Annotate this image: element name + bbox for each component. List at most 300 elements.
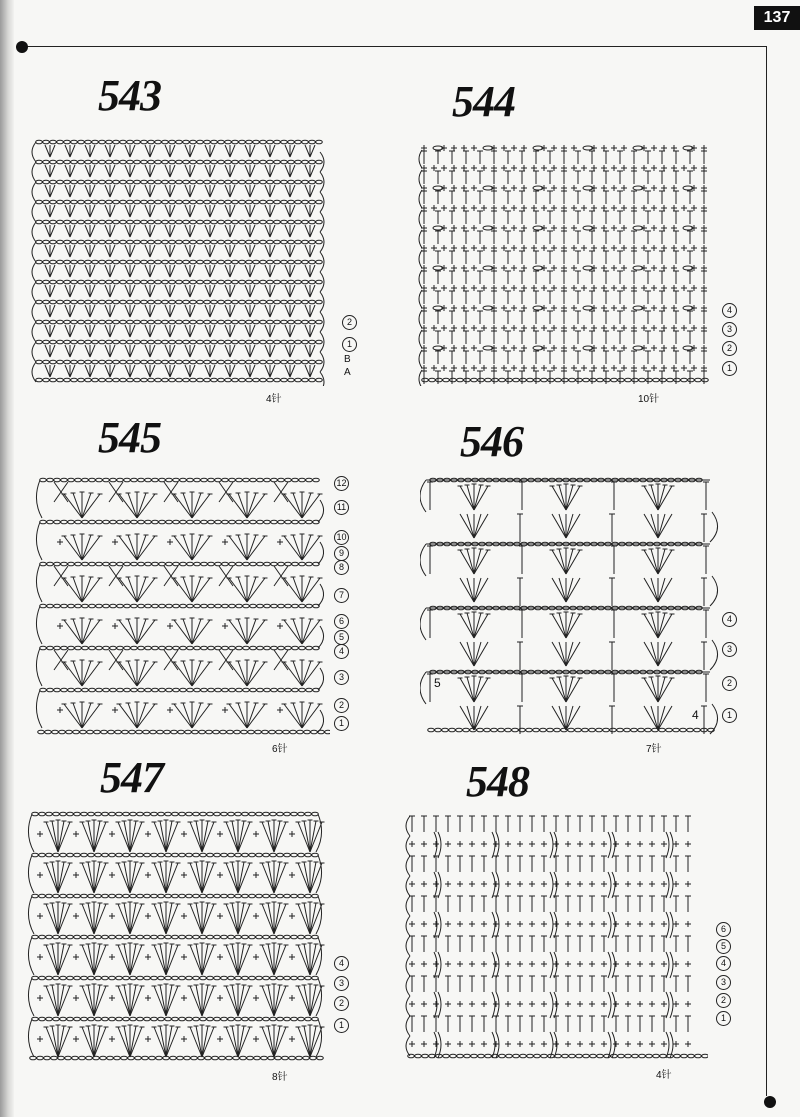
- stitch-mark: [88, 944, 94, 975]
- stitch-mark: [186, 976, 193, 980]
- stitch-mark: [225, 305, 230, 317]
- row-label: 4: [334, 956, 349, 971]
- stitch-mark: [420, 480, 426, 512]
- stitch-mark: [183, 661, 192, 686]
- stitch-mark: [134, 378, 141, 382]
- stitch-mark: [193, 894, 200, 898]
- stitch-mark: [81, 1017, 88, 1021]
- stitch-mark: [85, 360, 92, 364]
- stitch-mark: [43, 160, 50, 164]
- stitch-mark: [78, 140, 85, 144]
- stitch-mark: [228, 976, 235, 980]
- stitch-mark: [187, 688, 194, 692]
- stitch-mark: [239, 300, 246, 304]
- stitch-mark: [130, 935, 137, 939]
- stitch-mark: [78, 300, 85, 304]
- stitch-mark: [290, 730, 297, 734]
- stitch-mark: [173, 688, 180, 692]
- stitch-mark: [218, 140, 225, 144]
- stitch-mark: [625, 378, 632, 382]
- right-rule: [766, 46, 767, 1096]
- stitch-mark: [271, 646, 278, 650]
- stitch-mark: [127, 280, 134, 284]
- stitch-mark: [137, 535, 146, 560]
- stitch-mark: [138, 646, 145, 650]
- stitch-mark: [120, 320, 127, 324]
- stitch-mark: [288, 320, 295, 324]
- stitch-mark: [50, 360, 57, 364]
- stitch-mark: [92, 200, 99, 204]
- stitch-mark: [243, 688, 250, 692]
- stitch-mark: [474, 706, 488, 730]
- stitch-mark: [204, 320, 211, 324]
- stitch-mark: [190, 340, 197, 344]
- stitch-mark: [53, 1017, 60, 1021]
- stitch-mark: [554, 728, 561, 732]
- stitch-mark: [64, 494, 82, 518]
- stitch-mark: [54, 478, 61, 482]
- stitch-mark: [318, 626, 324, 648]
- stitch-mark: [128, 703, 137, 728]
- stitch-mark: [285, 365, 290, 377]
- stitch-mark: [70, 345, 75, 357]
- stitch-mark: [197, 140, 204, 144]
- stitch-mark: [99, 300, 106, 304]
- stitch-mark: [46, 853, 53, 857]
- stitch-mark: [612, 872, 615, 898]
- stitch-mark: [277, 935, 284, 939]
- stitch-mark: [159, 646, 166, 650]
- stitch-mark: [550, 952, 553, 978]
- stitch-mark: [169, 360, 176, 364]
- stitch-mark: [170, 305, 175, 317]
- stitch-mark: [82, 494, 100, 518]
- stitch-mark: [281, 180, 288, 184]
- stitch-mark: [141, 240, 148, 244]
- stitch-mark: [310, 863, 322, 893]
- stitch-mark: [102, 853, 109, 857]
- stitch-mark: [204, 180, 211, 184]
- stitch-mark: [660, 378, 667, 382]
- stitch-mark: [208, 562, 215, 566]
- stitch-mark: [103, 604, 110, 608]
- stitch-mark: [639, 378, 646, 382]
- stitch-mark: [85, 285, 90, 297]
- stitch-mark: [210, 365, 215, 377]
- stitch-mark: [658, 578, 665, 602]
- stitch-mark: [247, 661, 256, 686]
- stitch-mark: [78, 280, 85, 284]
- stitch-mark: [317, 1056, 324, 1060]
- stitch-mark: [166, 1026, 172, 1057]
- stitch-mark: [670, 832, 673, 858]
- stitch-mark: [265, 185, 270, 197]
- stitch-mark: [165, 853, 172, 857]
- stitch-mark: [184, 1056, 191, 1060]
- stitch-mark: [267, 180, 274, 184]
- stitch-mark: [169, 378, 176, 382]
- stitch-mark: [474, 642, 488, 666]
- stitch-mark: [105, 285, 110, 297]
- stitch-mark: [150, 730, 157, 734]
- stitch-mark: [170, 225, 175, 237]
- stitch-mark: [249, 1017, 256, 1021]
- stitch-mark: [253, 360, 260, 364]
- stitch-mark: [71, 300, 78, 304]
- stitch-mark: [110, 165, 115, 177]
- stitch-mark: [50, 365, 55, 377]
- stitch-mark: [54, 688, 61, 692]
- stitch-mark: [309, 140, 316, 144]
- stitch-mark: [82, 703, 91, 728]
- stitch-mark: [646, 1054, 653, 1058]
- stitch-mark: [90, 325, 95, 337]
- stitch-mark: [304, 944, 310, 975]
- stitch-mark: [115, 730, 122, 734]
- stitch-mark: [225, 365, 230, 377]
- stitch-mark: [245, 185, 250, 197]
- stitch-mark: [186, 812, 193, 816]
- stitch-mark: [408, 1054, 415, 1058]
- stitch-mark: [227, 730, 234, 734]
- stitch-mark: [50, 145, 55, 157]
- stitch-mark: [232, 200, 239, 204]
- stitch-mark: [193, 812, 200, 816]
- stitch-mark: [160, 821, 166, 852]
- stitch-mark: [420, 608, 426, 640]
- stitch-mark: [284, 976, 291, 980]
- stitch-mark: [243, 520, 250, 524]
- stitch-mark: [70, 205, 75, 217]
- stitch-mark: [236, 604, 243, 608]
- stitch-mark: [88, 976, 95, 980]
- stitch-mark: [285, 205, 290, 217]
- stitch-mark: [246, 240, 253, 244]
- stitch-mark: [186, 935, 193, 939]
- stitch-mark: [80, 730, 87, 734]
- stitch-mark: [229, 536, 247, 560]
- stitch-mark: [422, 378, 429, 382]
- stitch-mark: [89, 562, 96, 566]
- stitch-mark: [128, 493, 137, 518]
- stitch-mark: [75, 646, 82, 650]
- stitch-mark: [130, 225, 135, 237]
- stitch-mark: [230, 185, 235, 197]
- stitch-mark: [200, 1017, 207, 1021]
- stitch-mark: [28, 896, 34, 934]
- stitch-mark: [285, 688, 292, 692]
- stitch-mark: [438, 872, 441, 898]
- stitch-mark: [88, 853, 95, 857]
- stitch-mark: [457, 378, 464, 382]
- stitch-mark: [226, 904, 238, 934]
- stitch-mark: [92, 220, 99, 224]
- stitch-mark: [85, 200, 92, 204]
- stitch-mark: [318, 584, 324, 606]
- stitch-mark: [99, 260, 106, 264]
- stitch-mark: [406, 936, 410, 956]
- stitch-mark: [82, 577, 91, 602]
- stitch-mark: [670, 912, 673, 938]
- stitch-mark: [267, 220, 274, 224]
- stitch-mark: [170, 205, 175, 217]
- stitch-mark: [638, 728, 645, 732]
- stitch-mark: [673, 728, 680, 732]
- stitch-mark: [205, 365, 210, 377]
- stitch-mark: [125, 145, 130, 157]
- stitch-mark: [68, 688, 75, 692]
- stitch-mark: [130, 245, 135, 257]
- stitch-mark: [290, 225, 295, 237]
- stitch-mark: [474, 549, 481, 574]
- stitch-mark: [169, 160, 176, 164]
- stitch-mark: [173, 604, 180, 608]
- stitch-mark: [262, 863, 274, 893]
- stitch-mark: [284, 812, 291, 816]
- stitch-mark: [305, 345, 310, 357]
- stitch-mark: [234, 730, 241, 734]
- stitch-mark: [158, 935, 165, 939]
- stitch-mark: [46, 904, 58, 934]
- stitch-mark: [291, 853, 298, 857]
- mark-label: A: [344, 367, 351, 378]
- stitch-mark: [660, 1054, 667, 1058]
- stitch-mark: [302, 535, 311, 560]
- stitch-mark: [50, 245, 55, 257]
- stitch-mark: [106, 240, 113, 244]
- stitch-mark: [70, 305, 75, 317]
- stitch-mark: [215, 688, 222, 692]
- stitch-mark: [562, 378, 569, 382]
- stitch-mark: [82, 986, 94, 1016]
- stitch-mark: [67, 894, 74, 898]
- stitch-mark: [50, 305, 55, 317]
- stitch-mark: [50, 300, 57, 304]
- stitch-mark: [192, 662, 210, 686]
- stitch-mark: [267, 200, 274, 204]
- stitch-mark: [57, 300, 64, 304]
- stitch-mark: [65, 285, 70, 297]
- row-label: 1: [334, 716, 349, 731]
- stitch-mark: [238, 862, 244, 893]
- stitch-mark: [406, 836, 410, 856]
- stitch-mark: [71, 340, 78, 344]
- stitch-mark: [185, 365, 190, 377]
- stitch-mark: [60, 935, 67, 939]
- stitch-mark: [304, 1026, 310, 1057]
- stitch-mark: [249, 976, 256, 980]
- stitch-mark: [92, 240, 99, 244]
- stitch-mark: [262, 945, 274, 975]
- stitch-mark: [205, 305, 210, 317]
- stitch-mark: [183, 180, 190, 184]
- stitch-mark: [162, 378, 169, 382]
- stitch-mark: [166, 1027, 178, 1057]
- stitch-mark: [158, 894, 165, 898]
- stitch-mark: [267, 140, 274, 144]
- stitch-mark: [130, 285, 135, 297]
- stitch-mark: [113, 220, 120, 224]
- stitch-mark: [52, 903, 58, 934]
- stitch-mark: [152, 520, 159, 524]
- stitch-mark: [174, 536, 192, 560]
- stitch-mark: [221, 976, 228, 980]
- stitch-mark: [102, 1017, 109, 1021]
- stitch-mark: [265, 365, 270, 377]
- stitch-mark: [165, 305, 170, 317]
- stitch-mark: [137, 894, 144, 898]
- stitch-mark: [109, 894, 116, 898]
- stitch-mark: [50, 240, 57, 244]
- stitch-mark: [218, 300, 225, 304]
- stitch-mark: [190, 904, 202, 934]
- stitch-mark: [250, 165, 255, 177]
- stitch-mark: [238, 822, 250, 852]
- stitch-mark: [297, 730, 304, 734]
- stitch-mark: [106, 300, 113, 304]
- stitch-mark: [246, 140, 253, 144]
- stitch-mark: [204, 360, 211, 364]
- stitch-mark: [65, 325, 70, 337]
- stitch-mark: [295, 378, 302, 382]
- stitch-mark: [220, 730, 227, 734]
- stitch-mark: [137, 1017, 144, 1021]
- stitch-mark: [268, 1056, 275, 1060]
- stitch-mark: [232, 862, 238, 893]
- stitch-mark: [127, 200, 134, 204]
- stitch-mark: [46, 1017, 53, 1021]
- stitch-mark: [253, 220, 260, 224]
- stitch-mark: [499, 1054, 506, 1058]
- stitch-mark: [263, 935, 270, 939]
- stitch-mark: [40, 520, 47, 524]
- stitch-mark: [165, 345, 170, 357]
- stitch-mark: [118, 863, 130, 893]
- stitch-mark: [166, 646, 173, 650]
- stitch-mark: [186, 1017, 193, 1021]
- stitch-mark: [156, 1056, 163, 1060]
- stitch-mark: [103, 688, 110, 692]
- stitch-mark: [302, 704, 320, 728]
- stitch-mark: [166, 604, 173, 608]
- stitch-mark: [566, 642, 573, 666]
- stitch-mark: [260, 220, 267, 224]
- stitch-mark: [230, 145, 235, 157]
- stitch-mark: [124, 821, 130, 852]
- stitch-mark: [99, 240, 106, 244]
- stitch-mark: [40, 688, 47, 692]
- stitch-mark: [268, 862, 274, 893]
- stitch-mark: [201, 604, 208, 608]
- stitch-mark: [260, 260, 267, 264]
- stitch-mark: [316, 360, 323, 364]
- stitch-mark: [124, 688, 131, 692]
- stitch-mark: [105, 365, 110, 377]
- row-label: 3: [722, 322, 737, 337]
- stitch-mark: [90, 165, 95, 177]
- stitch-mark: [218, 320, 225, 324]
- stitch-mark: [113, 340, 120, 344]
- stitch-mark: [285, 604, 292, 608]
- stitch-mark: [85, 325, 90, 337]
- stitch-mark: [492, 872, 495, 898]
- stitch-mark: [688, 378, 695, 382]
- stitch-mark: [105, 205, 110, 217]
- stitch-mark: [222, 520, 229, 524]
- stitch-mark: [176, 340, 183, 344]
- stitch-mark: [555, 1054, 562, 1058]
- stitch-mark: [608, 832, 611, 858]
- stitch-mark: [302, 703, 311, 728]
- stitch-mark: [281, 360, 288, 364]
- stitch-mark: [124, 862, 130, 893]
- stitch-mark: [155, 280, 162, 284]
- stitch-mark: [562, 1054, 569, 1058]
- stitch-mark: [65, 305, 70, 317]
- stitch-mark: [274, 986, 286, 1016]
- stitch-mark: [71, 180, 78, 184]
- stitch-mark: [92, 360, 99, 364]
- stitch-mark: [106, 140, 113, 144]
- stitch-mark: [71, 360, 78, 364]
- stitch-mark: [32, 162, 36, 182]
- stitch-mark: [261, 1056, 268, 1060]
- stitch-mark: [274, 862, 280, 893]
- stitch-mark: [250, 478, 257, 482]
- stitch-mark: [527, 1054, 534, 1058]
- stitch-mark: [316, 140, 323, 144]
- stitch-mark: [106, 340, 113, 344]
- stitch-mark: [265, 265, 270, 277]
- stitch-mark: [250, 205, 255, 217]
- stitch-mark: [541, 378, 548, 382]
- stitch-mark: [229, 604, 236, 608]
- stitch-mark: [50, 378, 57, 382]
- stitch-mark: [36, 522, 42, 560]
- stitch-mark: [238, 944, 244, 975]
- stitch-mark: [159, 688, 166, 692]
- stitch-mark: [166, 904, 178, 934]
- stitch-mark: [238, 1027, 250, 1057]
- stitch-mark: [242, 812, 249, 816]
- stitch-mark: [145, 646, 152, 650]
- stitch-mark: [94, 822, 106, 852]
- stitch-mark: [135, 1056, 142, 1060]
- row-label: 5: [716, 939, 731, 954]
- stitch-mark: [109, 976, 116, 980]
- stitch-mark: [670, 952, 673, 978]
- stitch-mark: [225, 240, 232, 244]
- stitch-mark: [88, 903, 94, 934]
- stitch-mark: [200, 976, 207, 980]
- stitch-mark: [540, 728, 547, 732]
- stitch-mark: [145, 205, 150, 217]
- stitch-mark: [154, 945, 166, 975]
- stitch-mark: [281, 320, 288, 324]
- stitch-mark: [658, 549, 665, 574]
- stitch-mark: [46, 1027, 58, 1057]
- stitch-mark: [214, 935, 221, 939]
- stitch-mark: [225, 325, 230, 337]
- stitch-mark: [169, 340, 176, 344]
- stitch-mark: [305, 305, 310, 317]
- stitch-mark: [162, 280, 169, 284]
- stitch-mark: [170, 265, 175, 277]
- stitch-mark: [281, 300, 288, 304]
- stitch-mark: [82, 478, 89, 482]
- stitch-mark: [238, 703, 247, 728]
- stitch-mark: [106, 378, 113, 382]
